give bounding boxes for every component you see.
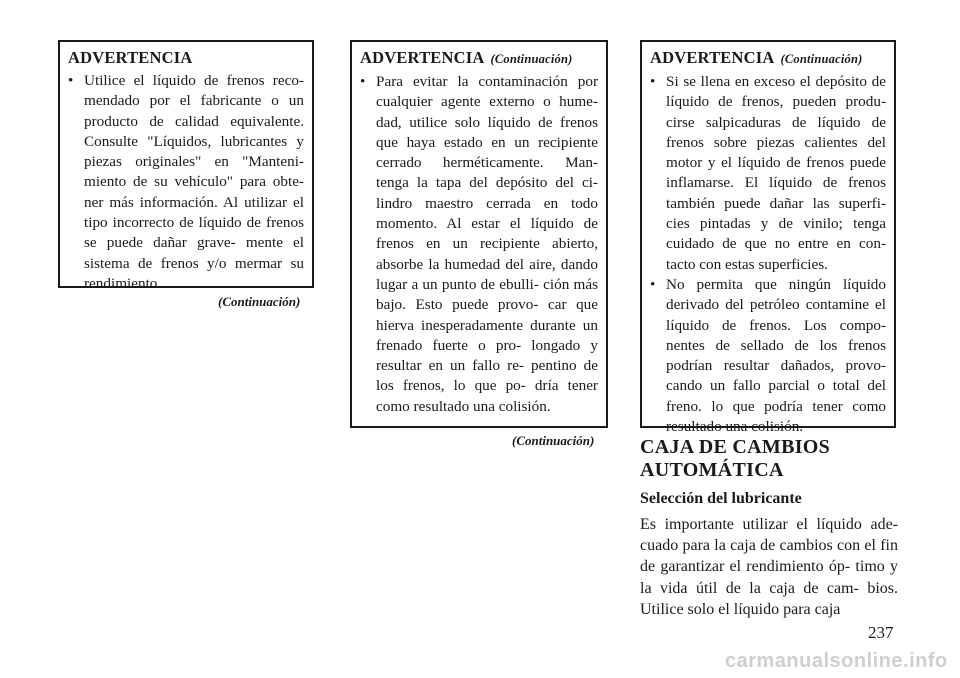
warning-list: [650, 72, 886, 437]
warning-box-2: [350, 40, 608, 428]
section-heading: [640, 436, 900, 482]
warning-title-text: ADVERTENCIA: [360, 48, 485, 67]
warning-title: [650, 48, 886, 69]
warning-box-3: [640, 40, 896, 436]
section-heading-line-2: AUTOMÁTICA: [640, 459, 784, 481]
warning-title-text: ADVERTENCIA: [68, 48, 193, 67]
warning-list: [360, 72, 598, 417]
warning-item: • Para evitar la contaminación por cualquier agente externo o hume- dad, utilice solo líquido de frenos que haya estado en un recipiente cerrado herméticamente. Man- tenga la tapa del depósito del ci- lindro maestro cerrada en todo momento. Al estar el líquido de frenos en un recipiente abierto, absorbe la humedad del aire, dando lugar a un punto de ebulli- ción más bajo. Esto puede provo- car que hierva inesperadamente durante un frenado fuerte o pro- longado y resultar en un fallo re- pentino de los frenos, lo que po- dría tener como resultado una colisión.: [360, 72, 598, 417]
section-heading-line-1: CAJA DE CAMBIOS: [640, 436, 831, 458]
warning-list: [68, 71, 304, 294]
watermark: carmanualsonline.info: [725, 650, 948, 672]
subheading: Selección del lubricante: [640, 490, 802, 507]
warning-title-text: ADVERTENCIA: [650, 48, 775, 67]
continuation-label: (Continuación): [512, 433, 595, 448]
warning-item: • Utilice el líquido de frenos reco- mendado por el fabricante o un producto de calidad equivalente. Consulte "Líquidos, lubricantes y piezas originales" en "Manteni- miento de su vehículo" para obte- ner más información. Al utilizar el tipo incorrecto de líquido de frenos se puede dañar grave- mente el sistema de frenos y/o mermar su rendimiento.: [68, 71, 304, 294]
page-number: 237: [868, 623, 894, 642]
warning-box-1: [58, 40, 314, 292]
warning-title: [360, 48, 598, 69]
warning-item: • Si se llena en exceso el depósito de líquido de frenos, pueden produ- cirse salpicaduras de líquido de frenos sobre piezas calientes del motor y el líquido de frenos puede inflamarse. El líquido de frenos también puede dañar las superfi- cies pintadas y de vinilo; tenga cuidado de que no entre en con- tacto con estas superficies.: [650, 72, 886, 275]
warning-continued-label: (Continuación): [490, 52, 573, 66]
body-paragraph: Es importante utilizar el líquido ade- cuado para la caja de cambios con el fin de garantizar el rendimiento óp- timo y la vida útil de la caja de cam- bios. Utilice solo el líquido para caja: [640, 516, 898, 618]
warning-title: [68, 48, 304, 68]
continuation-label: (Continuación): [218, 294, 301, 309]
warning-item: • No permita que ningún líquido derivado del petróleo contamine el líquido de frenos. Los compo- nentes de sellado de los frenos podrían resultar dañados, provo- cando un fallo parcial o total del freno. lo que podría tener como resultado una colisión.: [650, 275, 886, 437]
warning-continued-label: (Continuación): [780, 52, 863, 66]
